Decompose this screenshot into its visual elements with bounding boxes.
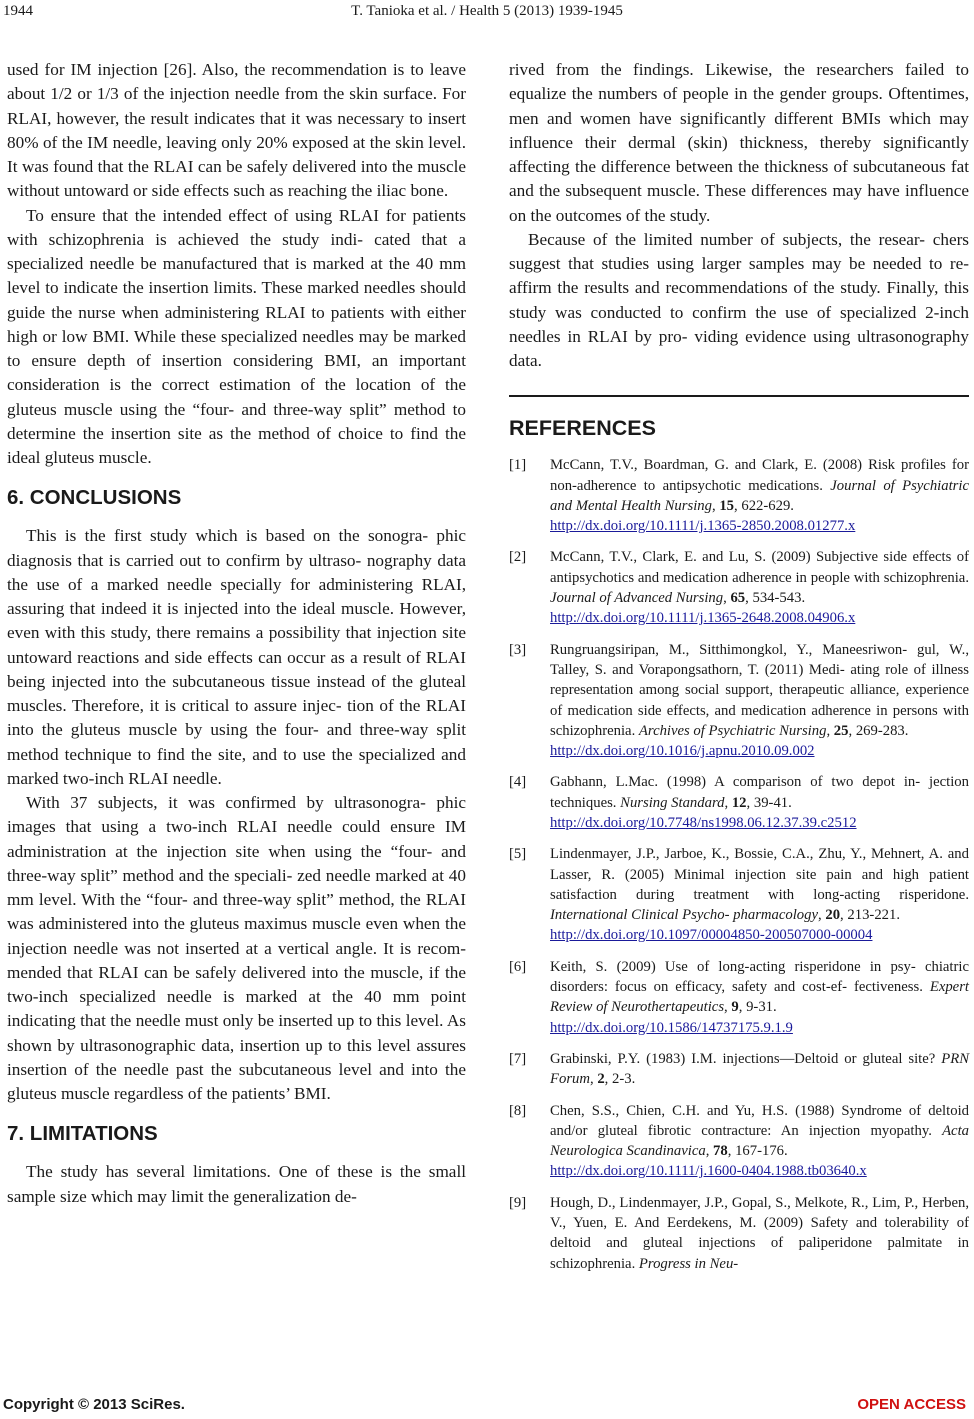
reference-item [509, 957, 969, 1038]
section-divider [509, 395, 969, 397]
reference-volume: 12 [731, 794, 747, 811]
reference-volume: 2 [597, 1071, 605, 1088]
reference-item [509, 547, 969, 628]
reference-item [509, 1049, 969, 1090]
running-head: T. Tanioka et al. / Health 5 (2013) 1939-1945 [351, 3, 623, 19]
reference-journal: Journal of Psychiatric and Mental Health Nursing [550, 477, 969, 514]
reference-separator: , [589, 1071, 598, 1088]
reference-number: [7] [509, 1050, 527, 1067]
reference-separator: , [724, 794, 732, 811]
paragraph: Because of the limited number of subjects, the resear- chers suggest that studies using larger samples may be needed to re-affirm the results and recommendations of the study. Finally, this study was conducted to confirm the use of specialized 2-inch needles in RLAI by pro- viding evidence using ultrasonography data. [509, 229, 969, 370]
page-number: 1944 [3, 3, 33, 19]
reference-journal: Expert Review of Neurothertapeutics [550, 979, 969, 1016]
reference-separator: , [724, 999, 732, 1016]
reference-volume: 65 [730, 590, 746, 607]
reference-volume: 20 [825, 907, 841, 924]
reference-authors-title: Rungruangsiripan, M., Sitthimongkol, Y., Maneesriwon- gul, W., Talley, S. and Vorapongsathorn, T. (2011) Medi- ating role of illness representation among social support, therapeutic alliance, experience of medication side effects, and medication adherence in persons with schizophrenia. [550, 641, 969, 739]
reference-separator: , [705, 1143, 714, 1160]
reference-volume: 78 [713, 1143, 728, 1160]
reference-pages: , 2-3. [604, 1071, 636, 1088]
reference-doi-link[interactable]: http://dx.doi.org/10.1111/j.1365-2850.2008.01277.x [550, 518, 856, 535]
reference-pages: , 9-31. [738, 999, 777, 1016]
reference-doi-link[interactable]: http://dx.doi.org/10.1111/j.1600-0404.1988.tb03640.x [550, 1163, 867, 1180]
reference-authors-title: Chen, S.S., Chien, C.H. and Yu, H.S. (1988) Syndrome of deltoid and/or gluteal fibrotic contracture: An injection myopathy. [550, 1102, 969, 1139]
section-heading-limitations: 7. LIMITATIONS [7, 1122, 158, 1146]
reference-doi-link[interactable]: http://dx.doi.org/10.1586/14737175.9.1.9 [550, 1019, 793, 1036]
reference-number: [9] [509, 1194, 527, 1211]
reference-volume: 15 [719, 497, 734, 514]
reference-number: [5] [509, 846, 527, 863]
reference-pages: , 167-176. [727, 1143, 788, 1160]
reference-journal: Nursing Standard [620, 794, 725, 811]
reference-item [509, 1193, 969, 1274]
reference-journal: Journal of Advanced Nursing [550, 590, 724, 607]
reference-volume: 25 [833, 722, 849, 739]
reference-journal: Acta Neurologica Scandinavica [550, 1122, 969, 1160]
reference-item [509, 640, 969, 762]
reference-authors-title: McCann, T.V., Clark, E. and Lu, S. (2009) Subjective side effects of antipsychotics and medication adherence in people with schizophrenia. [550, 549, 969, 586]
reference-item [509, 455, 969, 536]
reference-number: [8] [509, 1102, 527, 1119]
reference-separator: , [826, 722, 834, 739]
reference-doi-link[interactable]: http://dx.doi.org/10.1111/j.1365-2648.2008.04906.x [550, 610, 856, 627]
reference-authors-title: Hough, D., Lindenmayer, J.P., Gopal, S., Melkote, R., Lim, P., Herben, V., Yuen, E. And Eerdekens, M. (2009) Safety and tolerability of deltoid and gluteal injections of paliperidone palmitate in schizophrenia. [550, 1194, 969, 1272]
paragraph: used for IM injection [26]. Also, the recommendation is to leave about 1/2 or 1/3 of the injection needle from the skin surface. For RLAI, however, the result indicates that it was necessary to insert 80% of the IM needle, leaving only 20% exposed at the skin level. It was found that the RLAI can be safely delivered into the muscle without untoward or side effects such as reaching the iliac bone. [7, 60, 466, 201]
reference-doi-link[interactable]: http://dx.doi.org/10.7748/ns1998.06.12.37.39.c2512 [550, 815, 857, 831]
reference-number: [3] [509, 641, 527, 658]
paragraph: With 37 subjects, it was confirmed by ultrasonogra- phic images that using a two-inch RLAI needle could ensure IM administration at the injection site when using the “four- and three-way split” method and the speciali- zed needle marked at 40 mm level. With the “four- and three-way split” method, the RLAI was administered into the gluteus maximus muscle even when the injection needle was not inserted at a vertical angle. It is recom- mended that RLAI can be safely delivered into the muscle, if the two-inch specialized needle is marked at the 40 mm point indicating that the needle must only be inserted up to this level. As shown by ultrasonographic data, insertion up to this level assures insertion of the needle past the subcutaneous level and into the gluteus muscle regardless of the patients’ BMI. [7, 793, 466, 1103]
page-header [0, 3, 974, 27]
paragraph: The study has several limitations. One of these is the small sample size which may limit the generalization de- [7, 1162, 466, 1206]
reference-item [509, 844, 969, 945]
reference-list [509, 455, 969, 1274]
paragraph: This is the first study which is based on the sonogra- phic diagnosis that is carried out to confirm by ultraso- nography data the use of a marked needle specially for administering RLAI, assuring that indeed it is injected into the ideal muscle. However, even with this study, there remains a possibility that injection site untoward reactions and side effects can occur as a result of RLAI being injected into the subcutaneous tissue instead of the gluteal muscles. Therefore, it is critical to assure injec- tion of the RLAI into the gluteus muscle by using the four- and three-way split method technique to find the site, and to use the specialized and marked two-inch RLAI needle. [7, 526, 466, 788]
reference-separator: , [711, 497, 720, 514]
paragraph: rived from the findings. Likewise, the researchers failed to equalize the numbers of people in the gender groups. Oftentimes, men and women have significantly different BMIs which may influence their dermal (skin) thickness, thereby significantly affecting the difference between the thickness of subcutaneous fat and the subsequent muscle. These differences may have influence on the outcomes of the study. [509, 60, 969, 225]
reference-journal: PRN Forum [550, 1050, 969, 1088]
reference-volume: 9 [731, 999, 739, 1016]
reference-authors-title: Grabinski, P.Y. (1983) I.M. injections—Deltoid or gluteal site? [550, 1050, 942, 1067]
reference-authors-title: Keith, S. (2009) Use of long-acting risperidone in psy- chiatric disorders: focus on efficacy, safety and cost-ef- fectiveness. [550, 958, 969, 996]
copyright-notice: Copyright © 2013 SciRes. [3, 1396, 185, 1413]
reference-number: [2] [509, 549, 527, 566]
open-access-label: OPEN ACCESS [857, 1396, 966, 1413]
reference-number: [4] [509, 774, 527, 791]
reference-doi-link[interactable]: http://dx.doi.org/10.1097/00004850-200507000-00004 [550, 927, 873, 944]
paragraph: To ensure that the intended effect of using RLAI for patients with schizophrenia is achieved the study indi- cated that a specialized needle be manufactured that is marked at the 40 mm level to indicate the insertion limits. These marked needles should guide the nurse when administering RLAI to patients with either high or low BMI. While these specialized needles may be marked to ensure depth of insertion considering BMI, an important consideration is the correct estimation of the location of the gluteus muscle using the “four- and three-way split” method to determine the insertion site as the method of choice to find the ideal gluteus muscle. [7, 205, 466, 467]
right-column [509, 58, 969, 1285]
reference-number: [1] [509, 457, 527, 474]
reference-authors-title: Gabhann, L.Mac. (1998) A comparison of two depot in- jection techniques. [550, 774, 969, 811]
reference-pages: , 534-543. [745, 590, 806, 607]
reference-pages: , 39-41. [746, 794, 792, 811]
reference-pages: , 269-283. [848, 722, 909, 739]
reference-journal: Progress in Neu- [638, 1255, 739, 1272]
reference-separator: , [818, 907, 826, 924]
section-heading-conclusions: 6. CONCLUSIONS [7, 486, 182, 510]
reference-pages: , 622-629. [734, 497, 794, 514]
reference-pages: , 213-221. [840, 907, 901, 924]
reference-doi-link[interactable]: http://dx.doi.org/10.1016/j.apnu.2010.09.002 [550, 743, 815, 760]
reference-item [509, 772, 969, 833]
reference-authors-title: Lindenmayer, J.P., Jarboe, K., Bossie, C.A., Zhu, Y., Mehnert, A. and Lasser, R. (2005) Minimal injection site pain and high patient satisfaction during treatment with long-acting risperidone. [550, 846, 969, 903]
reference-journal: International Clinical Psycho- pharmacology [550, 907, 819, 924]
reference-number: [6] [509, 958, 527, 975]
reference-item [509, 1101, 969, 1182]
references-heading: REFERENCES [509, 416, 656, 441]
reference-journal: Archives of Psychiatric Nursing [638, 722, 827, 739]
reference-authors-title: McCann, T.V., Boardman, G. and Clark, E. (2008) Risk profiles for non-adherence to antipsychotic medications. [550, 457, 969, 494]
left-column [7, 58, 466, 1209]
reference-separator: , [723, 590, 731, 607]
